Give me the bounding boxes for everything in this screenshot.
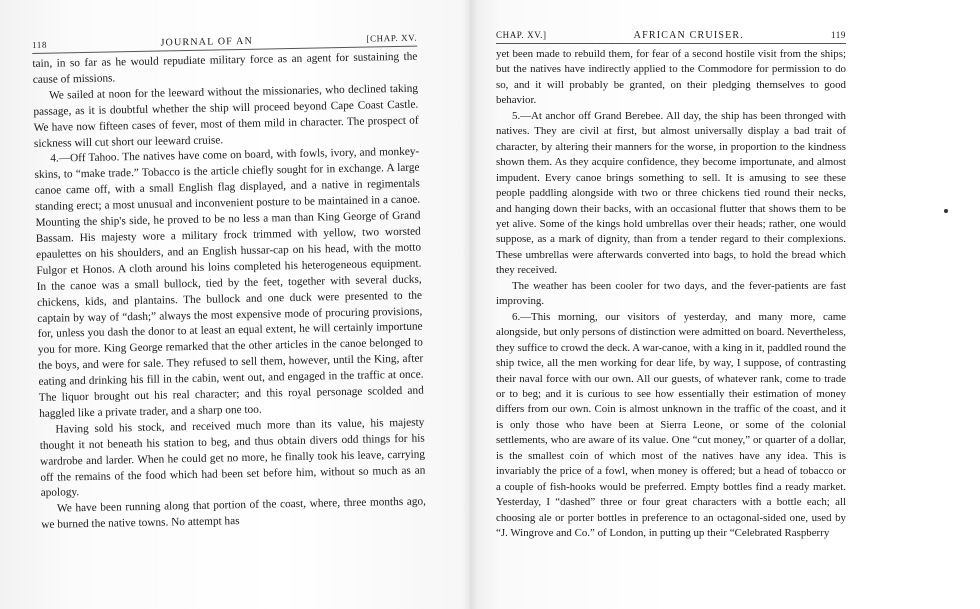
right-paragraph: yet been made to rebuild them, for fear of a second hostile visit from the ships; but the natives have indirectly applied to the Commodore for permission to do so, and it will probably be granted, on their pledging themselves to good behavior.: [496, 48, 846, 107]
right-page-content: [496, 30, 846, 542]
left-paragraph: Having sold his stock, and received much more than its value, his majesty thought it not beneath his station to beg, and thus obtain divers odd things for his wardrobe and larder. When he could get no more, he finally took his leave, carrying off the remains of the food which had been set before him, without so much as an apology.: [39, 416, 426, 500]
left-page-number: 118: [32, 39, 48, 50]
left-paragraph: We sailed at noon for the leeward without the missionaries, who declined taking passage, as it is doubtful whether the ship will proceed beyond Cape Coast Castle. We have now fifteen cases of fever, most of them mild in character. The prospect of sickness will cut short our leeward cruise.: [33, 82, 419, 150]
right-body-text: [496, 47, 846, 542]
right-running-title: AFRICAN CRUISER.: [633, 30, 744, 41]
left-paragraph: We have been running along that portion of the coast, where, three months ago, we burned the native towns. No attempt has: [41, 495, 427, 532]
right-paragraph: 5.—At anchor off Grand Berebee. All day, the ship has been thronged with natives. They are civil at first, but almost universally display a bad trait of character, by altering their manners for the worse, in proportion to the kindness shown them. As they acquire confidence, they become importunate, and almost impudent. Every canoe brings something to sell. It is amusing to see these people paddling alongside with two or three chickens tied round their necks, and hanging down their backs, with an occasional flutter that shows them to be yet alive. Some of the kings hold umbrellas over their heads; rather, one would suppose, as a mark of dignity, than from a tender regard to their complexions. These umbrellas were afterwards converted into bags, to hold the bread which they received.: [496, 109, 846, 277]
book-gutter-shadow: [462, 0, 478, 609]
left-paragraph: tain, in so far as he would repudiate military force as an agent for sustaining the cause of missions.: [32, 50, 418, 86]
left-page-content: [32, 33, 426, 534]
left-running-title: JOURNAL OF AN: [160, 35, 254, 49]
left-paragraph: 4.—Off Tahoo. The natives have come on board, with fowls, ivory, and monkey-skins, to “make trade.” Tobacco is the article chiefly sought for in exchange. A large canoe came off, with a small English flag displayed, and a native in regimentals standing erect; a most unusual and inconvenient posture to be maintained in a canoe. Mounting the ship's side, he proved to be no less a man than King George of Grand Bassam. His majesty wore a military frock trimmed with yellow, two worsted epaulettes on his shoulders, and an English hussar-cap on his head, with the motto Fulgor et Honos. A cloth around his loins completed his heterogeneous equipment. In the canoe was a small bullock, tied by the feet, together with several ducks, chickens, kids, and plantains. The bullock and one duck were presented to the captain by way of “dash;” always the most expensive mode of procuring provisions, for, unless you dash the donor to at least an equal extent, he will certainly importune you for more. King George remarked that the other articles in the canoe belonged to the boys, and were for sale. They refused to sell them, however, until the King, after eating and drinking his fill in the cabin, went out, and engaged in the traffic at once. The liquor brought out his real character; and this royal personage scolded and haggled like a private trader, and a sharp one too.: [34, 146, 424, 420]
left-chapter-label: [CHAP. XV.: [366, 32, 418, 44]
right-paragraph: The weather has been cooler for two days, and the fever-patients are fast improving.: [496, 279, 846, 308]
right-paragraph: 6.—This morning, our visitors of yesterday, and many more, came alongside, but only persons of distinction were admitted on board. Nevertheless, they suffice to crowd the deck. A war-canoe, with a king in it, paddled round the ship twice, all the men working for dear life, by way, I suppose, of contrasting their naval force with our own. All our guests, of whatever rank, come to trade or to beg; and it is curious to see how essentially their estimation of money differs from our own. Coin is almost unknown in the traffic of the coast, and it is only those who have been at Sierra Leone, or some of the colonial settlements, who are aware of its value. One “cut money,” or quarter of a dollar, is the smallest coin of which most of the natives have any idea. This is invariably the price of a fowl, when money is offered; but a head of tobacco or a couple of fish-hooks would be preferred. Empty bottles find a ready market. Yesterday, I “dashed” three or four great characters with a bottle each; all choosing ale or porter bottles in preference to an octagonal-sided one, used by “J. Wingrove and Co.” of London, in putting up their “Celebrated Raspberry: [496, 310, 846, 540]
left-page: [0, 0, 470, 609]
scan-speck: [944, 209, 948, 213]
right-chapter-label: CHAP. XV.]: [496, 30, 547, 40]
left-body-text: [32, 50, 426, 534]
right-page: [470, 0, 980, 609]
right-running-head: [496, 30, 846, 44]
right-page-number: 119: [831, 30, 846, 40]
